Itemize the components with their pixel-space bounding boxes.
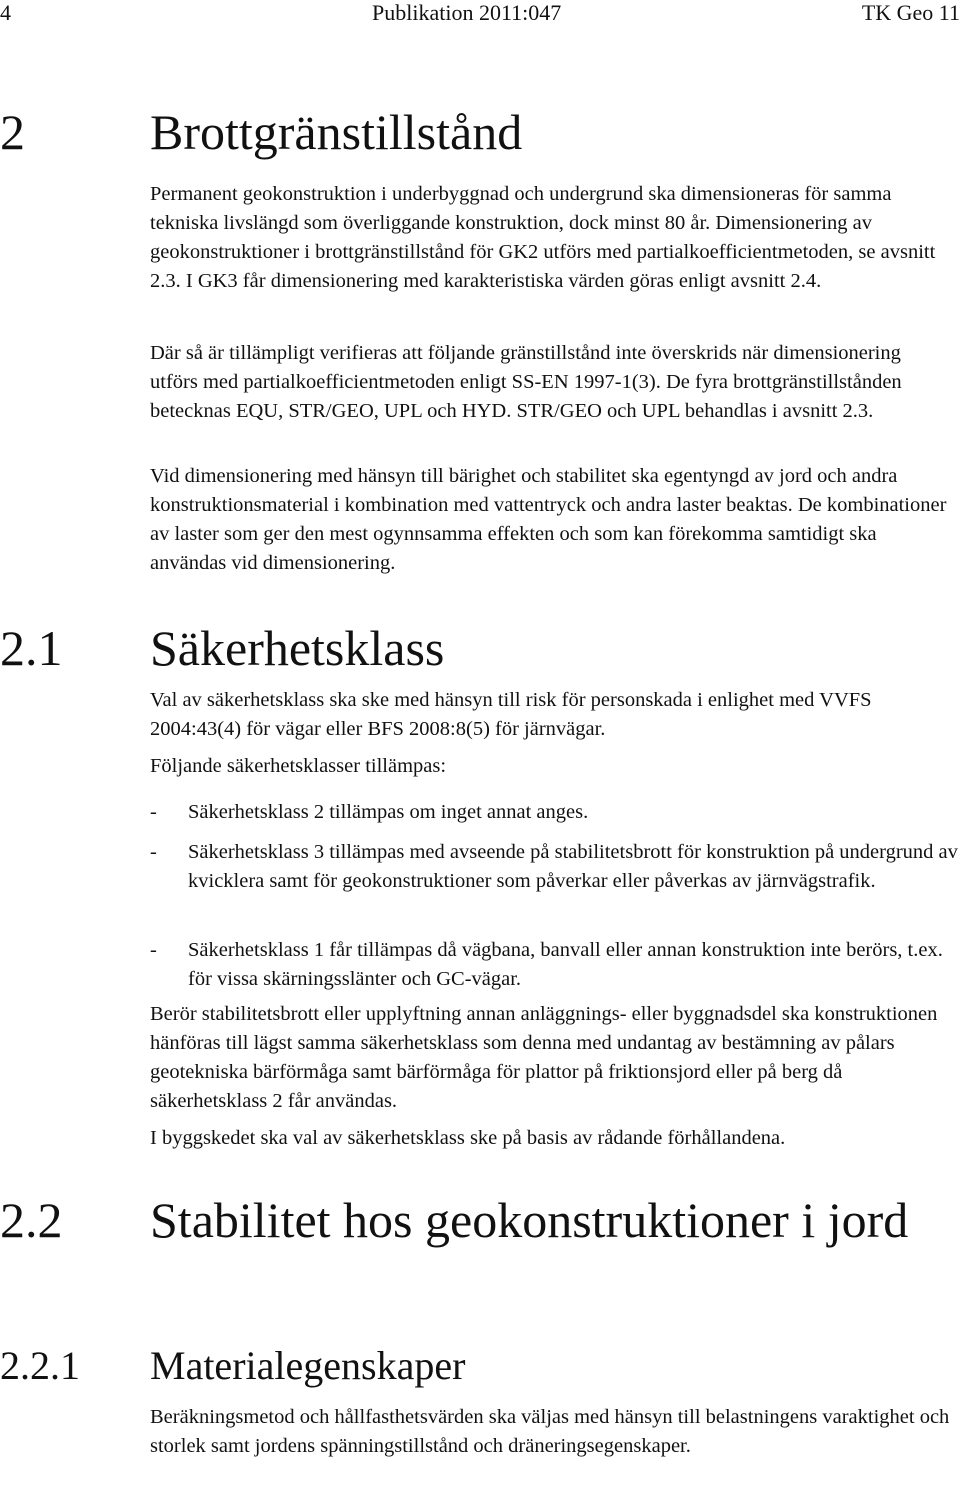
section-title: Säkerhetsklass (150, 620, 445, 676)
list-intro: Följande säkerhetsklasser tillämpas: (150, 755, 447, 777)
list-item (150, 798, 960, 827)
page-header (0, 0, 960, 30)
document-id: TK Geo 11 (861, 0, 960, 25)
list-bullet: - (150, 801, 157, 823)
section-title: Brottgränstillstånd (150, 104, 523, 160)
section-number: 2 (0, 104, 25, 160)
list-item (150, 936, 960, 994)
paragraph: Val av säkerhetsklass ska ske med hänsyn till risk för personskada i enlighet med VVFS 2004:43(4) för vägar eller BFS 2008:8(5) för järnvägar. (150, 689, 872, 740)
paragraph: Permanent geokonstruktion i underbyggnad och undergrund ska dimensioneras för samma tekniska livslängd som överliggande konstruktion, dock minst 80 år. Dimensionering av geokonstruktioner i brottgränstillstånd för GK2 utförs med partialkoefficientmetoden, se avsnitt 2.3. I GK3 får dimensionering med karakteristiska värden göras enligt avsnitt 2.4. (150, 183, 936, 292)
list-item (150, 838, 960, 896)
list-bullet: - (150, 939, 157, 961)
paragraph: Vid dimensionering med hänsyn till bärighet och stabilitet ska egentyngd av jord och andra konstruktionsmaterial i kombination med vattentryck och andra laster beaktas. De kombinationer av laster som ger den mest ogynnsamma effekten och som kan förekomma samtidigt ska användas vid dimensionering. (150, 465, 947, 574)
page-number: 4 (0, 0, 11, 25)
list-bullet: - (150, 841, 157, 863)
section-title: Materialegenskaper (150, 1343, 466, 1388)
paragraph: Där så är tillämpligt verifieras att följande gränstillstånd inte överskrids när dimensionering utförs med partialkoefficientmetoden enligt SS-EN 1997-1(3). De fyra brottgränstillstånden betecknas EQU, STR/GEO, UPL och HYD. STR/GEO och UPL behandlas i avsnitt 2.3. (150, 342, 902, 422)
section-title: Stabilitet hos geokonstruktioner i jord (150, 1192, 909, 1248)
paragraph: Berör stabilitetsbrott eller upplyftning annan anläggnings- eller byggnadsdel ska konstruktionen hänföras till lägst samma säkerhetsklass som denna med undantag av bestämning av pålars geotekniska bärförmåga samt bärförmåga för plattor på friktionsjord eller på berg då säkerhetsklass 2 får användas. (150, 1003, 938, 1112)
list-item-text: Säkerhetsklass 2 tillämpas om inget annat anges. (188, 801, 589, 823)
list-item-text: Säkerhetsklass 1 får tillämpas då vägbana, banvall eller annan konstruktion inte berörs, t.ex. för vissa skärningsslänter och GC-vägar. (188, 939, 943, 990)
section-number: 2.1 (0, 620, 63, 676)
list-item-text: Säkerhetsklass 3 tillämpas med avseende på stabilitetsbrott för konstruktion på undergrund av kvicklera samt för geokonstruktioner som påverkar eller påverkas av järnvägstrafik. (188, 841, 958, 892)
publication-id: Publikation 2011:047 (372, 0, 562, 25)
section-number: 2.2.1 (0, 1343, 80, 1388)
paragraph: Beräkningsmetod och hållfasthetsvärden ska väljas med hänsyn till belastningens varaktighet och storlek samt jordens spänningstillstånd och dräneringsegenskaper. (150, 1406, 950, 1457)
section-number: 2.2 (0, 1192, 63, 1248)
paragraph: I byggskedet ska val av säkerhetsklass ske på basis av rådande förhållandena. (150, 1127, 786, 1149)
